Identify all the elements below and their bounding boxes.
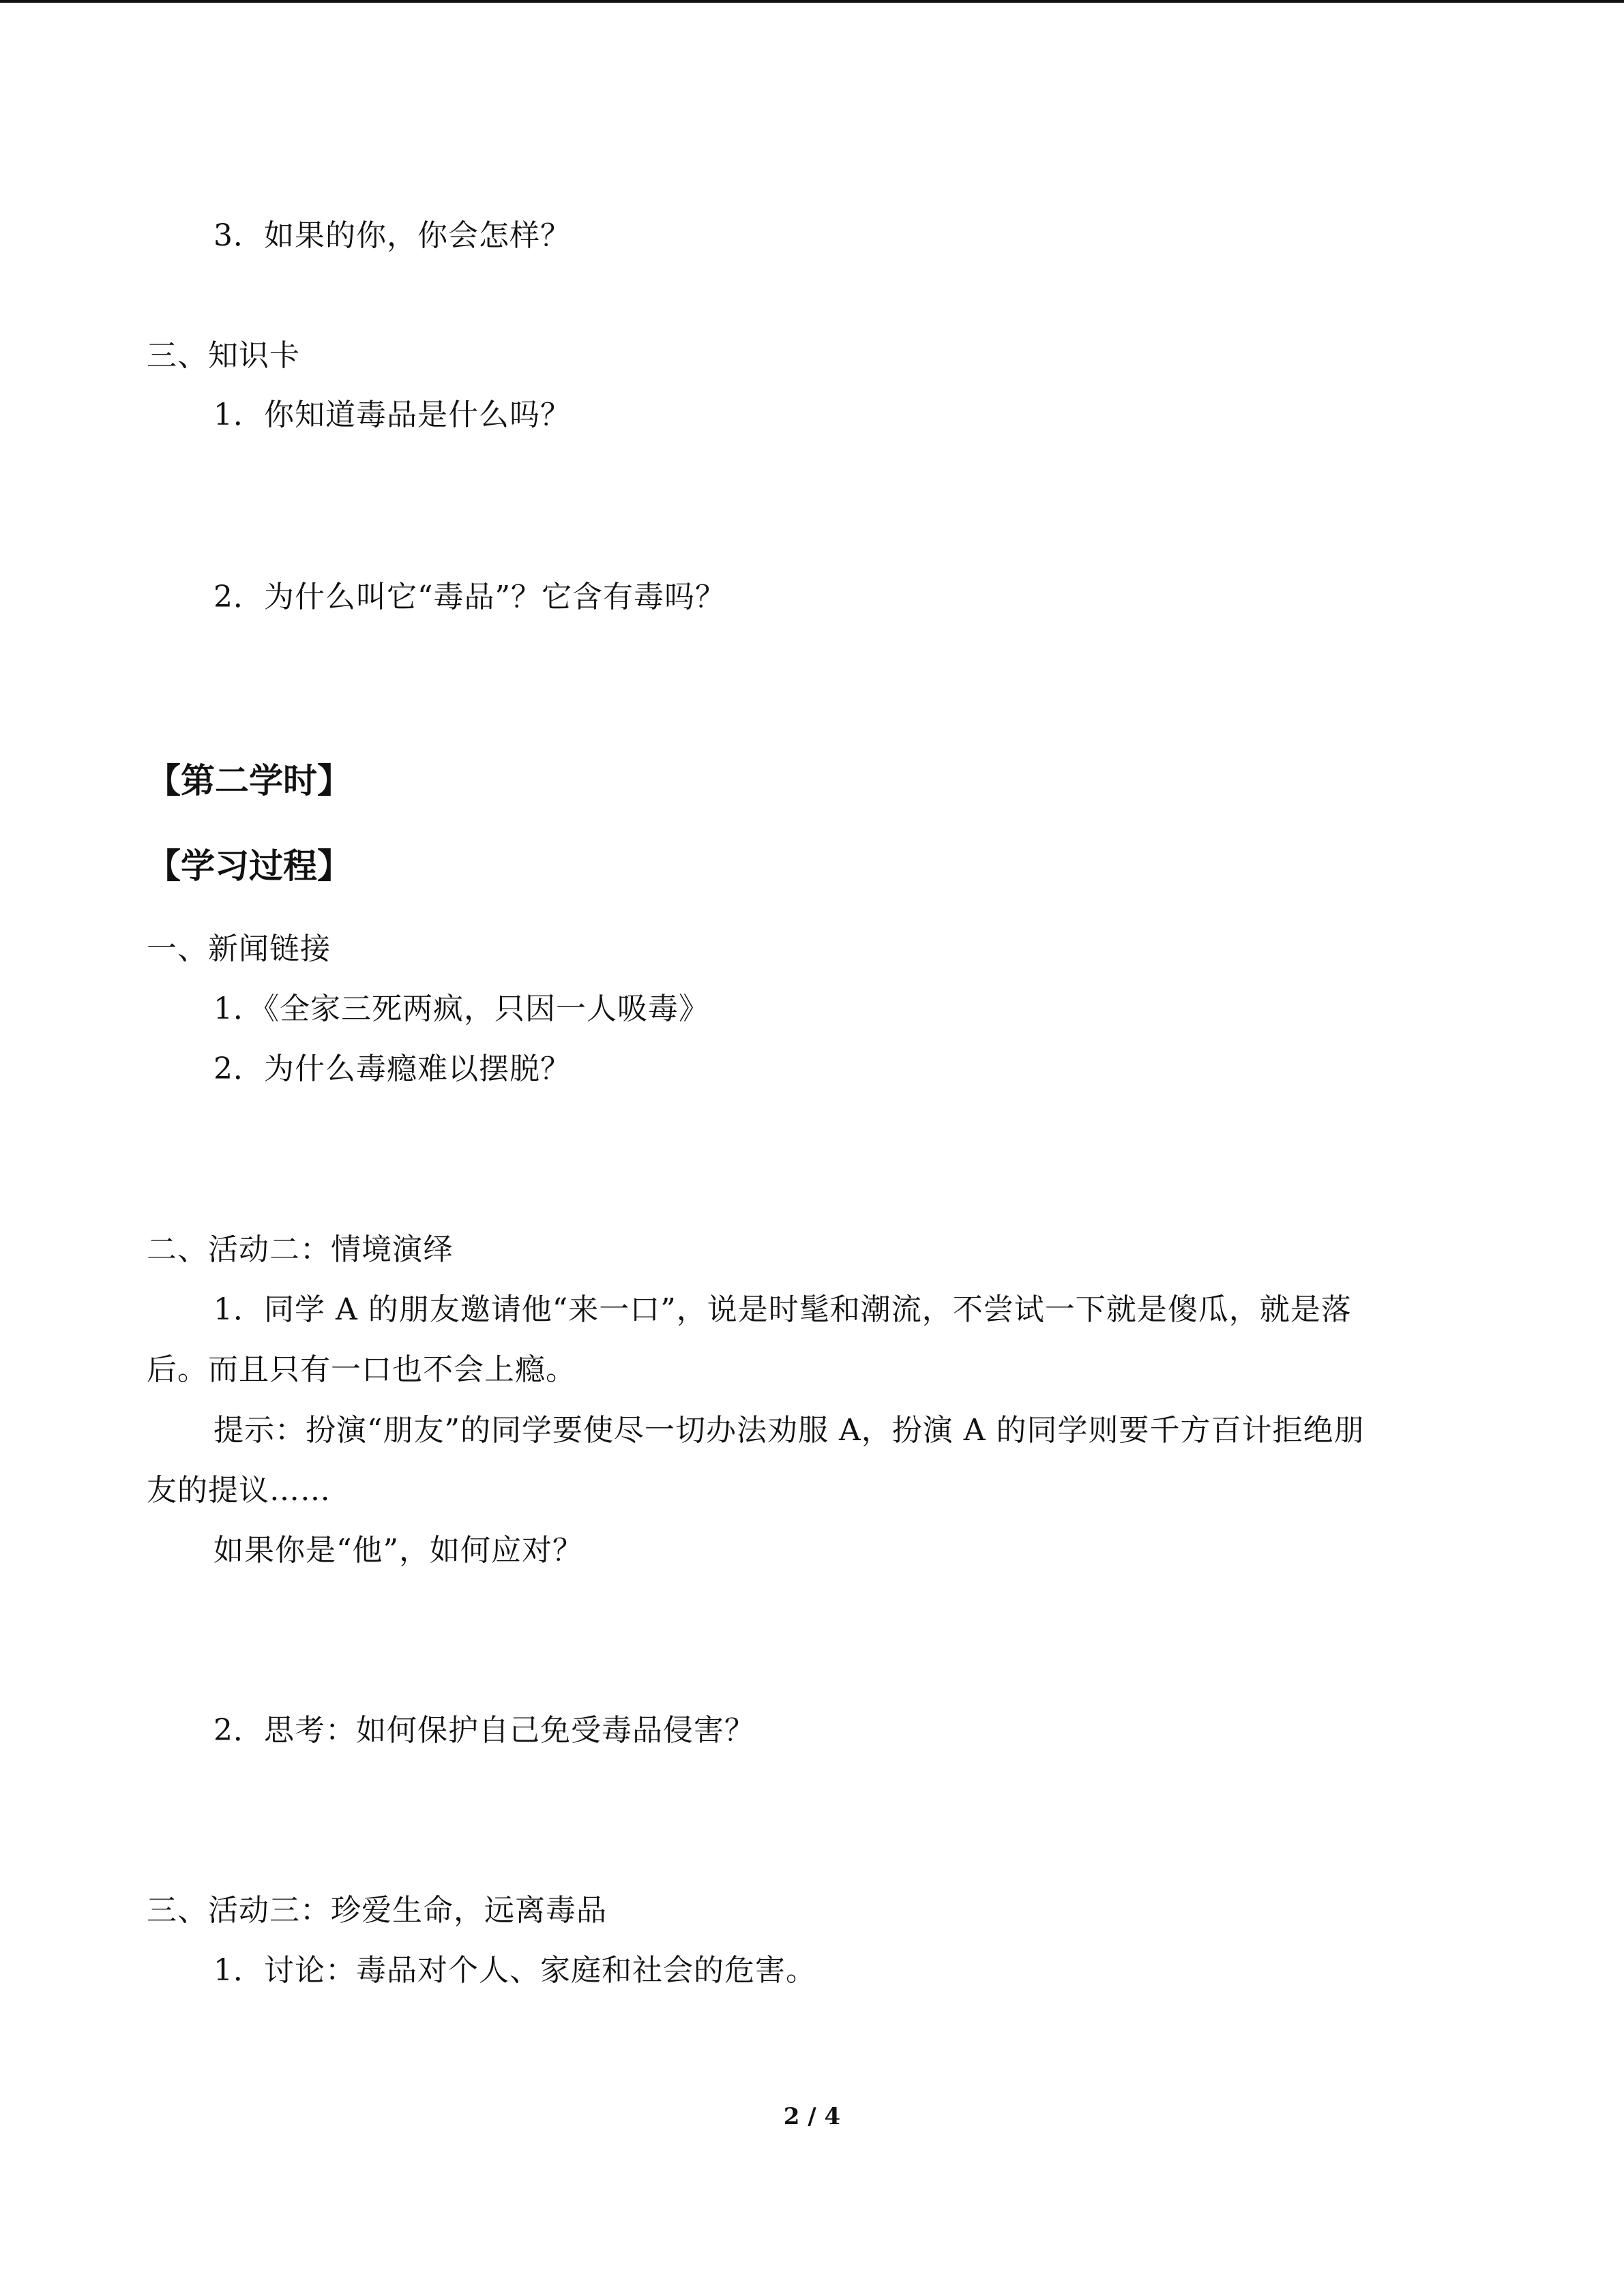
lesson-2-heading: 【第二学时】	[147, 761, 351, 801]
section-knowledge-card-title: 三、知识卡	[147, 338, 300, 373]
learning-process-heading: 【学习过程】	[147, 846, 351, 886]
news-item-2: 2．为什么毒瘾难以摆脱？	[213, 1052, 571, 1086]
activity-2-item-1-line-2: 后。而且只有一口也不会上瘾。	[147, 1352, 576, 1387]
activity-2-hint-line-2: 友的提议……	[147, 1473, 331, 1508]
question-3: 3．如果的你，你会怎样？	[213, 218, 571, 253]
news-item-1: 1．《全家三死两疯，只因一人吸毒》	[213, 992, 709, 1026]
news-link-title: 一、新闻链接	[147, 931, 331, 966]
activity-3-title: 三、活动三：珍爱生命，远离毒品	[147, 1893, 607, 1928]
activity-2-item-2: 2．思考：如何保护自己免受毒品侵害？	[213, 1713, 755, 1748]
activity-3-item-1: 1．讨论：毒品对个人、家庭和社会的危害。	[213, 1953, 816, 1988]
page-number: 2 / 4	[783, 2103, 841, 2130]
activity-2-question: 如果你是“他”，如何应对？	[213, 1533, 583, 1568]
activity-2-hint-line-1: 提示：扮演“朋友”的同学要使尽一切办法劝服 A，扮演 A 的同学则要千方百计拒绝朋	[213, 1413, 1365, 1448]
page-top-border	[0, 0, 1624, 3]
knowledge-item-2: 2．为什么叫它“毒品”？它含有毒吗？	[213, 580, 726, 614]
knowledge-item-1: 1．你知道毒品是什么吗？	[213, 398, 571, 432]
activity-2-title: 二、活动二：情境演绎	[147, 1232, 454, 1267]
activity-2-item-1-line-1: 1．同学 A 的朋友邀请他“来一口”，说是时髦和潮流，不尝试一下就是傻瓜，就是落	[213, 1292, 1352, 1327]
